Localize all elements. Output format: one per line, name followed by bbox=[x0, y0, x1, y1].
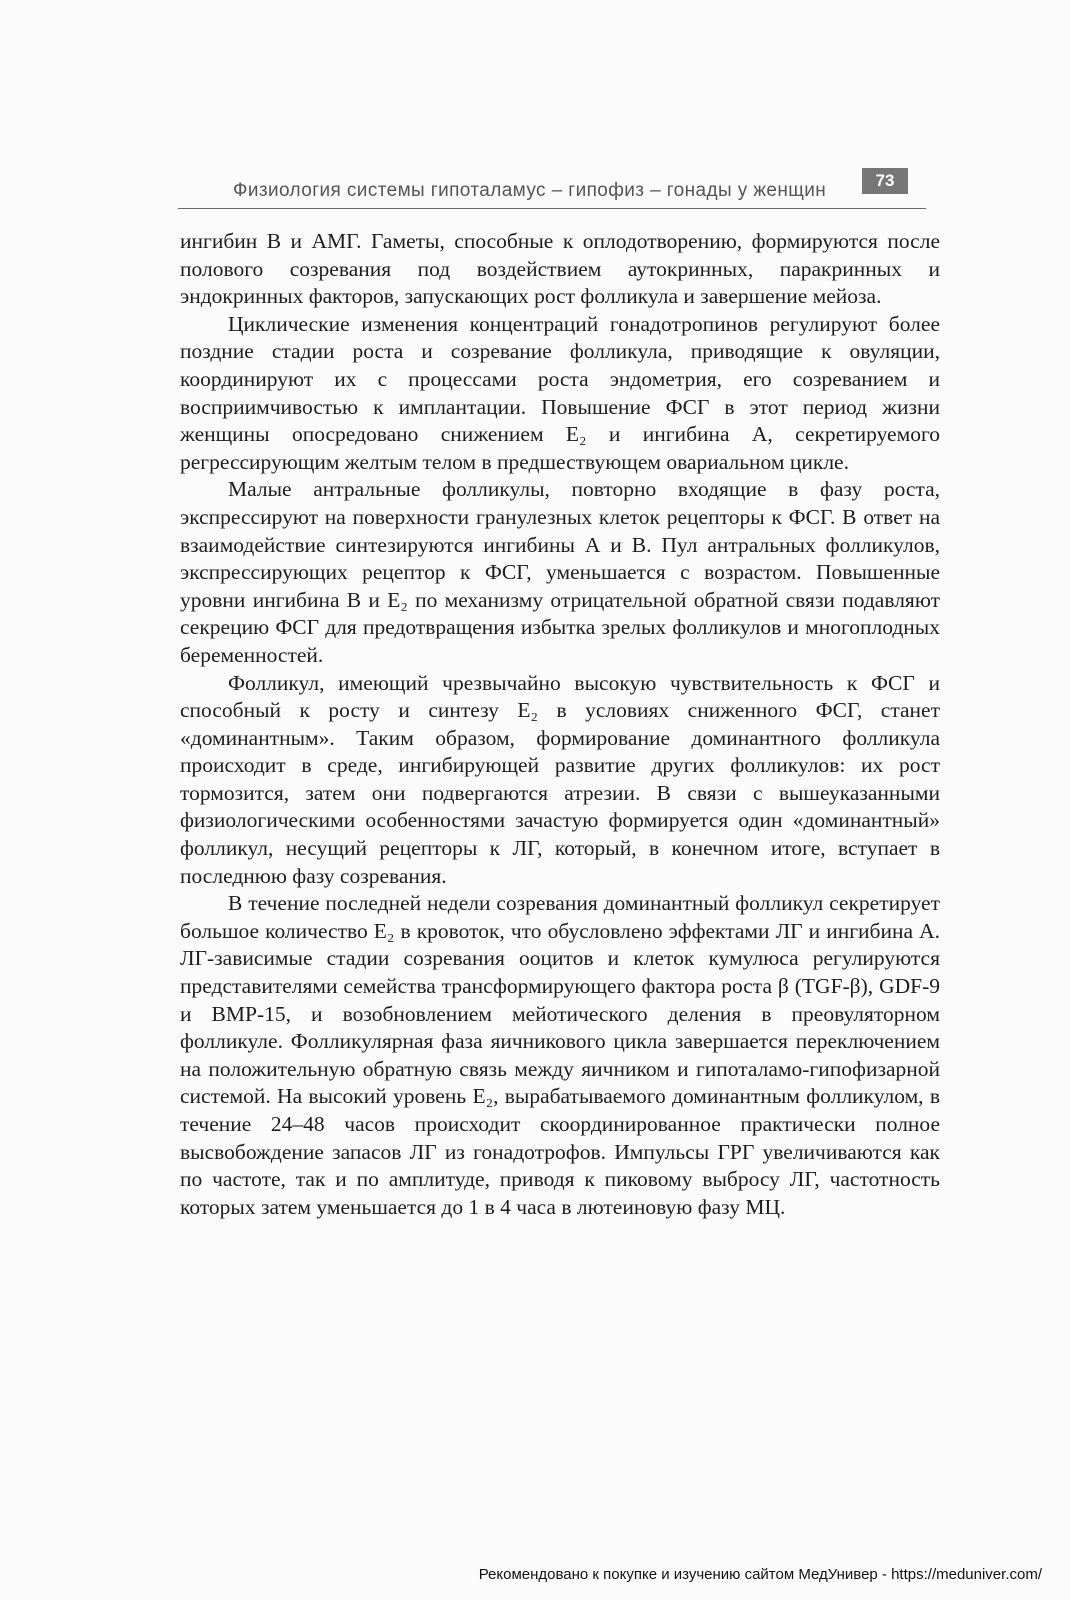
running-head bbox=[178, 168, 926, 209]
paragraph-final-maturation: В течение последней недели созревания доминантный фолликул секретирует большое количество E₂ в кровоток, что обусловлено эффектами ЛГ и ингибина А. ЛГ-зависимые стадии созревания ооцитов и клеток кумулюса регулируются представителями семейства трансформирующего фактора роста β (TGF-β), GDF-9 и BMP-15, и возобновлением мейотического деления в преовуляторном фолликуле. Фолликулярная фаза яичникового цикла завершается переключением на положительную обратную связь между яичником и гипоталамо-гипофизарной системой. На высокий уровень E₂, вырабатываемого доминантным фолликулом, в течение 24–48 часов происходит скоординированное практически полное высвобождение запасов ЛГ из гонадотрофов. Импульсы ГРГ увеличиваются как по частоте, так и по амплитуде, приводя к пиковому выбросу ЛГ, частотность которых затем уменьшается до 1 в 4 часа в лютеиновую фазу МЦ. bbox=[180, 891, 940, 1219]
paragraph-dominant-follicle: Фолликул, имеющий чрезвычайно высокую чувствительность к ФСГ и способный к росту и синтезу E₂ в условиях сниженного ФСГ, станет «доминантным». Таким образом, формирование доминантного фолликула происходит в среде, ингибирующей развитие других фолликулов: их рост тормозится, затем они подвергаются атрезии. В связи с вышеуказанными физиологическими особенностями зачастую формируется один «доминантный» фолликул, несущий рецепторы к ЛГ, который, в конечном итоге, вступает в последнюю фазу созревания. bbox=[180, 670, 940, 888]
running-title: Физиология системы гипоталамус – гипофиз – гонады у женщин bbox=[233, 180, 827, 201]
paragraph-continuation: ингибин В и АМГ. Гаметы, способные к оплодотворению, формируются после полового созревания под воздействием аутокринных, паракринных и эндокринных факторов, запускающих рост фолликула и завершение мейоза. bbox=[180, 229, 940, 309]
paragraph-antral-follicles: Малые антральные фолликулы, повторно входящие в фазу роста, экспрессируют на поверхности гранулезных клеток рецепторы к ФСГ. В ответ на взаимодействие синтезируются ингибины А и В. Пул антральных фолликулов, экспрессирующих рецептор к ФСГ, уменьшается с возрастом. Повышенные уровни ингибина В и E₂ по механизму отрицательной обратной связи подавляют секрецию ФСГ для предотвращения избытка зрелых фолликулов и многоплодных беременностей. bbox=[180, 477, 940, 667]
page-number-badge: 73 bbox=[862, 168, 908, 194]
body-text bbox=[180, 228, 940, 1221]
footer-recommendation: Рекомендовано к покупке и изучению сайтом МедУнивер - https://meduniver.com/ bbox=[478, 1566, 1042, 1583]
paragraph-gonadotropin-cycles: Циклические изменения концентраций гонадотропинов регулируют более поздние стадии роста и созревание фолликула, приводящие к овуляции, координируют их с процессами роста эндометрия, его созреванием и восприимчивостью к имплантации. Повышение ФСГ в этот период жизни женщины опосредовано снижением E₂ и ингибина А, секретируемого регрессирующим желтым телом в предшествующем овариальном цикле. bbox=[180, 311, 940, 474]
